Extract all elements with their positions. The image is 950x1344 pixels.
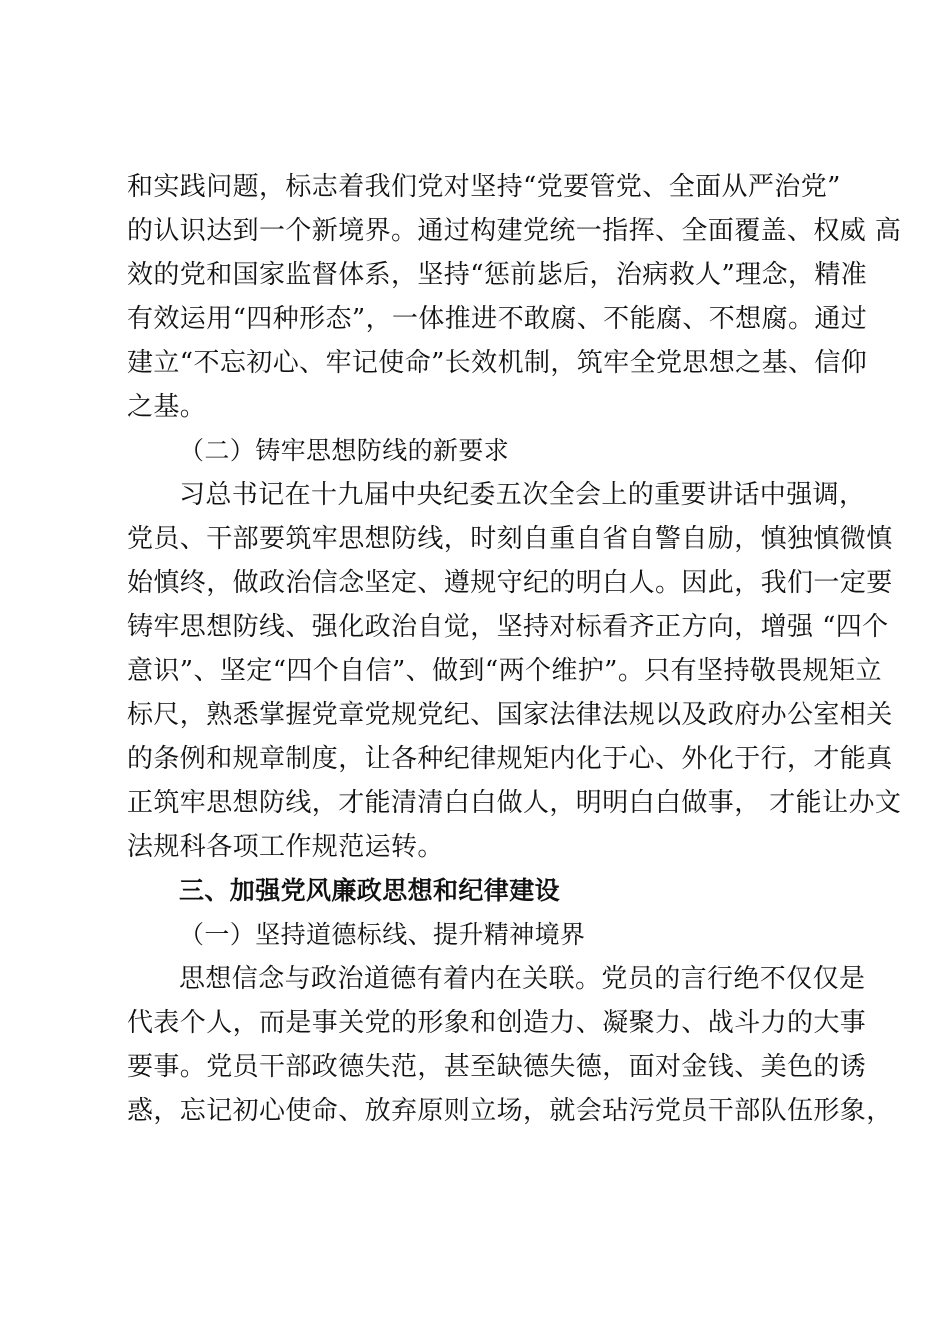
document-body: [127, 165, 902, 1133]
paragraph-line: 效的党和国家监督体系，坚持“惩前毖后，治病救人”理念，精准: [127, 260, 868, 290]
subheading-3-1: （一）坚持道德标线、提升精神境界: [179, 920, 586, 949]
paragraph-line: 建立“不忘初心、牢记使命”长效机制，筑牢全党思想之基、信仰: [127, 348, 868, 378]
paragraph-line: 要事。党员干部政德失范，甚至缺德失德，面对金钱、美色的诱: [127, 1052, 867, 1082]
paragraph-line: 思想信念与政治道德有着内在关联。党员的言行绝不仅仅是: [179, 964, 866, 994]
paragraph-line: 法规科各项工作规范运转。: [127, 832, 444, 862]
paragraph-line: 正筑牢思想防线，才能清清白白做人，明明白白做事， 才能让办文: [127, 788, 902, 818]
paragraph-line: 党员、干部要筑牢思想防线，时刻自重自省自警自励，慎独慎微慎: [127, 524, 893, 554]
section-3-heading: 三、加强党风廉政思想和纪律建设: [179, 876, 561, 905]
paragraph-2: [127, 473, 902, 869]
paragraph-line: 惑，忘记初心使命、放弃原则立场，就会玷污党员干部队伍形象，: [127, 1096, 893, 1126]
paragraph-line: 之基。: [127, 392, 207, 422]
paragraph-line: 和实践问题，标志着我们党对坚持“党要管党、全面从严治党”: [127, 172, 841, 202]
paragraph-line: 习总书记在十九届中央纪委五次全会上的重要讲话中强调，: [179, 480, 866, 510]
paragraph-line: 意识”、坚定“四个自信”、做到“两个维护”。只有坚持敬畏规矩立: [127, 656, 882, 686]
paragraph-line: 始慎终，做政治信念坚定、遵规守纪的明白人。因此，我们一定要: [127, 568, 893, 598]
paragraph-1: [127, 165, 902, 429]
paragraph-line: 的条例和规章制度，让各种纪律规矩内化于心、外化于行，才能真: [127, 744, 893, 774]
subheading-2: （二）铸牢思想防线的新要求: [179, 436, 510, 465]
paragraph-line: 的认识达到一个新境界。通过构建党统一指挥、全面覆盖、权威 高: [127, 216, 902, 246]
paragraph-line: 标尺，熟悉掌握党章党规党纪、国家法律法规以及政府办公室相关: [127, 700, 893, 730]
paragraph-line: 铸牢思想防线、强化政治自觉，坚持对标看齐正方向，增强 “四个: [127, 612, 889, 642]
paragraph-3: [127, 957, 893, 1133]
paragraph-line: 代表个人，而是事关党的形象和创造力、凝聚力、战斗力的大事: [127, 1008, 867, 1038]
paragraph-line: 有效运用“四种形态”，一体推进不敢腐、不能腐、不想腐。通过: [127, 304, 868, 334]
